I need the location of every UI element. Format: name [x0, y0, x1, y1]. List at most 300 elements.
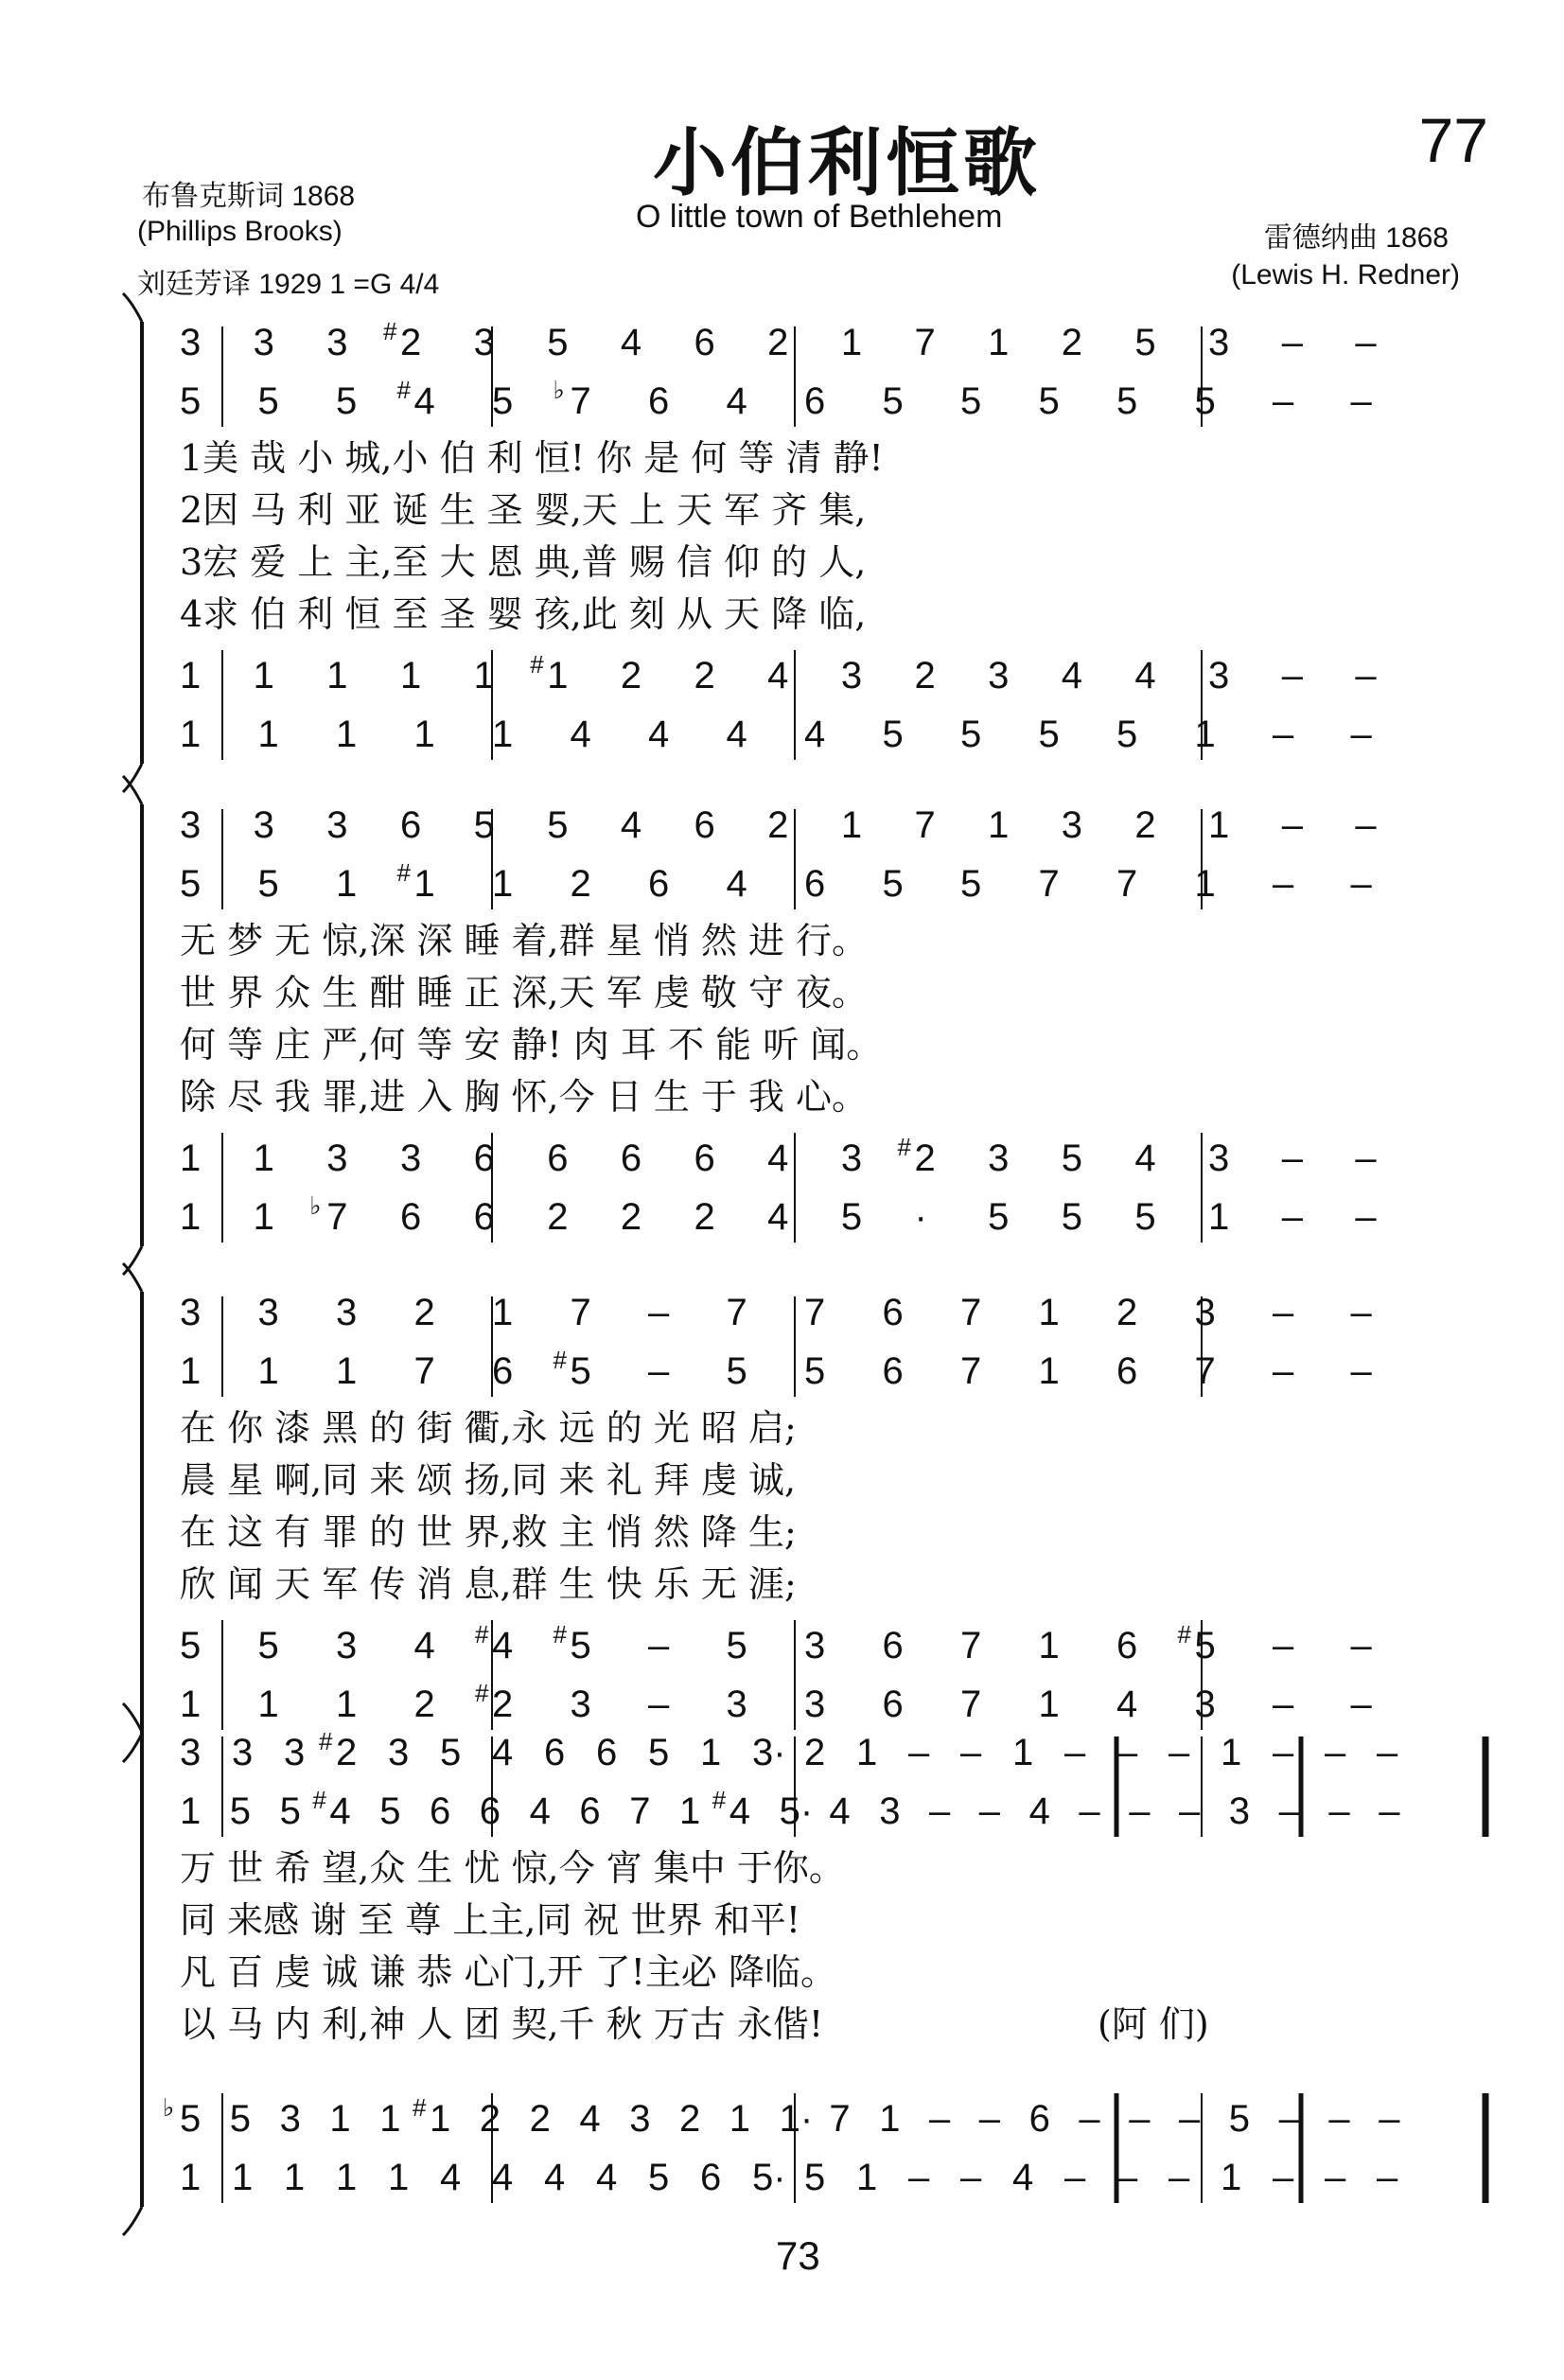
- note-1-bass-13: 5: [1134, 1196, 1156, 1238]
- note-3-alto-0: 1: [180, 1790, 202, 1832]
- verse-1-1: 无 梦 无 惊,深 深 睡 着,群 星 悄 然 进 行。: [180, 920, 869, 961]
- note-3-soprano-22: –: [1325, 1732, 1346, 1773]
- note-1-soprano-7: 6: [694, 804, 715, 846]
- note-3-soprano-3: 2: [336, 1732, 358, 1773]
- note-3-alto-12: 5·: [779, 1790, 814, 1832]
- note-2-bass-14: –: [1273, 1684, 1294, 1725]
- note-0-bass-5: 4: [570, 714, 591, 755]
- note-3-bass-18: –: [1116, 2157, 1138, 2198]
- note-3-alto-10: 1: [679, 1790, 701, 1832]
- verse-1-3: 何 等 庄 严,何 等 安 静! 肉 耳 不 能 听 闻。: [180, 1024, 883, 1066]
- note-3-bass-20: 1: [1221, 2157, 1242, 2198]
- note-0-soprano-10: 7: [914, 322, 936, 363]
- note-3-alto-2: 5: [279, 1790, 301, 1832]
- note-0-bass-7: 4: [726, 714, 747, 755]
- note-0-bass-1: 1: [257, 714, 279, 755]
- note-3-alto-1: 5: [229, 1790, 252, 1832]
- note-3-soprano-17: –: [1064, 1732, 1086, 1773]
- note-3-soprano-2: 3: [284, 1732, 306, 1773]
- verse-1-2: 世 界 众 生 酣 睡 正 深,天 军 虔 敬 守 夜。: [180, 972, 869, 1014]
- note-3-alto-19: –: [1129, 1790, 1151, 1832]
- note-1-soprano-4: 5: [473, 804, 495, 846]
- note-2-soprano-0: 3: [180, 1292, 202, 1333]
- note-3-bass-14: –: [908, 2157, 930, 2198]
- note-0-bass-11: 5: [1038, 714, 1060, 755]
- note-3-soprano-5: 5: [440, 1732, 462, 1773]
- note-2-soprano-1: 3: [257, 1292, 279, 1333]
- note-3-tenor-8: 4: [579, 2098, 601, 2140]
- note-3-soprano-12: 2: [804, 1732, 826, 1773]
- note-3-alto-14: 3: [879, 1790, 901, 1832]
- note-2-tenor-12: 6: [1116, 1625, 1138, 1666]
- note-3-alto-23: –: [1328, 1790, 1350, 1832]
- note-3-soprano-1: 3: [232, 1732, 254, 1773]
- note-1-tenor-11: 3: [988, 1137, 1010, 1179]
- note-3-bass-22: –: [1325, 2157, 1346, 2198]
- note-1-soprano-13: 2: [1134, 804, 1156, 846]
- note-2-soprano-6: –: [648, 1292, 670, 1333]
- bracket-hook-top-2: [123, 1263, 142, 1292]
- note-3-tenor-12: 1·: [779, 2098, 814, 2140]
- note-2-alto-7: 5: [726, 1350, 747, 1392]
- note-0-soprano-14: 3: [1208, 322, 1230, 363]
- note-3-alto-3: 4: [329, 1790, 351, 1832]
- note-1-alto-5: 2: [570, 863, 591, 905]
- note-1-bass-4: 6: [473, 1196, 495, 1238]
- note-0-tenor-6: 2: [620, 655, 642, 696]
- note-2-alto-4: 6: [492, 1350, 514, 1392]
- translator-key-meter: 刘廷芳译 1929 1 =G 4/4: [137, 269, 440, 300]
- note-3-tenor-14: 1: [879, 2098, 901, 2140]
- note-3-bass-10: 6: [700, 2157, 722, 2198]
- note-0-tenor-1: 1: [253, 655, 274, 696]
- note-1-tenor-0: 1: [180, 1137, 202, 1179]
- note-3-alto-7: 4: [529, 1790, 551, 1832]
- note-2-soprano-3: 2: [413, 1292, 435, 1333]
- note-2-tenor-8: 3: [804, 1625, 826, 1666]
- note-0-tenor-12: 4: [1061, 655, 1083, 696]
- note-1-tenor-7: 6: [694, 1137, 715, 1179]
- note-3-soprano-11: 3·: [752, 1732, 786, 1773]
- note-1-bass-7: 2: [694, 1196, 715, 1238]
- note-0-tenor-7: 2: [694, 655, 715, 696]
- accidental-2-tenor-5: #: [553, 1620, 567, 1648]
- note-3-bass-21: –: [1273, 2157, 1294, 2198]
- note-3-soprano-16: 1: [1012, 1732, 1034, 1773]
- verse-3-4: 以 马 内 利,神 人 团 契,千 秋 万古 永偕!: [180, 2003, 824, 2045]
- note-0-alto-10: 5: [960, 380, 982, 422]
- note-0-alto-9: 5: [882, 380, 904, 422]
- note-2-alto-8: 5: [804, 1350, 826, 1392]
- note-1-tenor-14: 3: [1208, 1137, 1230, 1179]
- note-2-soprano-12: 2: [1116, 1292, 1138, 1333]
- note-0-tenor-11: 3: [988, 655, 1010, 696]
- note-0-tenor-9: 3: [840, 655, 863, 696]
- note-3-soprano-21: –: [1273, 1732, 1294, 1773]
- note-3-tenor-13: 7: [829, 2098, 851, 2140]
- note-3-alto-20: –: [1179, 1790, 1201, 1832]
- note-2-alto-14: –: [1273, 1350, 1294, 1392]
- note-0-tenor-14: 3: [1208, 655, 1230, 696]
- hymn-title: 小伯利恒歌: [653, 120, 1042, 206]
- note-0-tenor-4: 1: [473, 655, 495, 696]
- verse-0-2: 2因 马 利 亚 诞 生 圣 婴,天 上 天 军 齐 集,: [180, 489, 867, 531]
- note-3-tenor-17: 6: [1028, 2098, 1050, 2140]
- note-0-tenor-3: 1: [399, 655, 422, 696]
- note-2-alto-11: 1: [1038, 1350, 1060, 1392]
- accidental-2-bass-4: #: [475, 1679, 489, 1707]
- note-2-soprano-14: –: [1273, 1292, 1294, 1333]
- verse-2-1: 在 你 漆 黑 的 街 衢,永 远 的 光 昭 启;: [180, 1407, 797, 1449]
- hymn-number: 77: [1418, 105, 1488, 175]
- note-1-soprano-8: 2: [767, 804, 789, 846]
- note-2-alto-6: –: [648, 1350, 670, 1392]
- note-2-alto-10: 7: [960, 1350, 982, 1392]
- note-0-tenor-8: 4: [767, 655, 789, 696]
- note-1-tenor-16: –: [1355, 1137, 1377, 1179]
- bracket-hook-bottom-1: [123, 1246, 142, 1275]
- note-1-alto-4: 1: [492, 863, 514, 905]
- note-0-soprano-4: 3: [473, 322, 495, 363]
- note-3-bass-4: 1: [388, 2157, 410, 2198]
- accidental-2-alto-5: #: [553, 1346, 567, 1374]
- note-3-bass-1: 1: [232, 2157, 254, 2198]
- note-2-bass-4: 2: [492, 1684, 514, 1725]
- note-3-tenor-9: 3: [629, 2098, 651, 2140]
- accidental-3-soprano-3: #: [319, 1727, 333, 1755]
- note-1-alto-13: 1: [1194, 863, 1216, 905]
- note-3-bass-13: 1: [856, 2157, 878, 2198]
- note-1-alto-8: 6: [804, 863, 826, 905]
- bracket-hook-bottom-2: [123, 1734, 142, 1762]
- note-3-tenor-0: 5: [180, 2098, 202, 2140]
- note-0-soprano-16: –: [1355, 322, 1377, 363]
- note-2-bass-2: 1: [336, 1684, 358, 1725]
- accidental-1-alto-3: #: [396, 858, 411, 887]
- note-2-bass-9: 6: [882, 1684, 904, 1725]
- note-1-soprano-6: 4: [620, 804, 642, 846]
- note-1-bass-9: 5: [840, 1196, 863, 1238]
- note-3-soprano-14: –: [908, 1732, 930, 1773]
- note-1-bass-10: ·: [914, 1196, 927, 1238]
- note-0-bass-15: –: [1350, 714, 1372, 755]
- note-1-tenor-6: 6: [620, 1137, 642, 1179]
- note-3-soprano-0: 3: [180, 1732, 202, 1773]
- note-2-bass-5: 3: [570, 1684, 591, 1725]
- note-3-alto-13: 4: [829, 1790, 851, 1832]
- note-0-soprano-9: 1: [840, 322, 863, 363]
- note-3-tenor-18: –: [1079, 2098, 1100, 2140]
- note-1-soprano-1: 3: [253, 804, 274, 846]
- note-3-alto-5: 6: [430, 1790, 451, 1832]
- note-3-tenor-16: –: [978, 2098, 1001, 2140]
- verse-0-4: 4求 伯 利 恒 至 圣 婴 孩,此 刻 从 天 降 临,: [180, 593, 867, 635]
- note-2-tenor-1: 5: [257, 1625, 279, 1666]
- note-1-bass-1: 1: [253, 1196, 274, 1238]
- note-3-alto-15: –: [929, 1790, 951, 1832]
- note-2-alto-1: 1: [257, 1350, 279, 1392]
- note-1-soprano-16: –: [1355, 804, 1377, 846]
- note-2-soprano-9: 6: [882, 1292, 904, 1333]
- accidental-0-soprano-3: #: [382, 317, 397, 345]
- accidental-3-tenor-0: ♭: [163, 2093, 175, 2122]
- note-2-bass-0: 1: [180, 1684, 202, 1725]
- composer-credit-en: (Lewis H. Redner): [1231, 259, 1460, 291]
- note-1-tenor-1: 1: [253, 1137, 274, 1179]
- note-1-soprano-11: 1: [988, 804, 1010, 846]
- lyricist-credit-en: (Phillips Brooks): [137, 216, 343, 247]
- note-2-tenor-0: 5: [180, 1625, 202, 1666]
- note-0-alto-0: 5: [180, 380, 202, 422]
- note-0-bass-9: 5: [882, 714, 904, 755]
- note-2-alto-15: –: [1350, 1350, 1372, 1392]
- note-3-alto-24: –: [1379, 1790, 1400, 1832]
- note-3-tenor-1: 5: [229, 2098, 252, 2140]
- note-3-tenor-22: –: [1278, 2098, 1300, 2140]
- note-2-tenor-6: –: [648, 1625, 670, 1666]
- note-0-tenor-13: 4: [1134, 655, 1156, 696]
- note-1-bass-8: 4: [767, 1196, 789, 1238]
- note-3-soprano-9: 5: [648, 1732, 670, 1773]
- note-3-soprano-18: –: [1116, 1732, 1138, 1773]
- accidental-0-alto-3: #: [396, 376, 411, 404]
- verse-2-2: 晨 星 啊,同 来 颂 扬,同 来 礼 拜 虔 诚,: [180, 1459, 797, 1501]
- note-3-bass-12: 5: [804, 2157, 826, 2198]
- note-0-bass-10: 5: [960, 714, 982, 755]
- note-3-tenor-21: 5: [1228, 2098, 1251, 2140]
- note-0-alto-1: 5: [257, 380, 279, 422]
- note-1-soprano-14: 1: [1208, 804, 1230, 846]
- note-1-alto-0: 5: [180, 863, 202, 905]
- note-0-soprano-8: 2: [767, 322, 789, 363]
- hymn-subtitle: O little town of Bethlehem: [636, 199, 1003, 235]
- note-1-bass-15: –: [1281, 1196, 1303, 1238]
- note-2-alto-5: 5: [570, 1350, 591, 1392]
- note-3-tenor-5: 1: [430, 2098, 451, 2140]
- note-0-soprano-3: 2: [399, 322, 422, 363]
- page-number: 73: [776, 2233, 820, 2278]
- note-3-tenor-24: –: [1379, 2098, 1400, 2140]
- note-2-soprano-15: –: [1350, 1292, 1372, 1333]
- note-3-bass-7: 4: [544, 2157, 566, 2198]
- note-0-tenor-5: 1: [547, 655, 569, 696]
- note-1-tenor-5: 6: [547, 1137, 569, 1179]
- note-0-tenor-10: 2: [914, 655, 936, 696]
- note-2-bass-6: –: [648, 1684, 670, 1725]
- note-0-soprano-1: 3: [253, 322, 274, 363]
- accidental-2-tenor-13: #: [1177, 1620, 1191, 1648]
- note-2-soprano-11: 1: [1038, 1292, 1060, 1333]
- note-1-tenor-3: 3: [399, 1137, 422, 1179]
- note-0-soprano-13: 5: [1134, 322, 1156, 363]
- note-1-bass-0: 1: [180, 1196, 202, 1238]
- note-3-bass-9: 5: [648, 2157, 670, 2198]
- note-2-alto-3: 7: [413, 1350, 435, 1392]
- note-0-tenor-16: –: [1355, 655, 1377, 696]
- verse-2-3: 在 这 有 罪 的 世 界,救 主 悄 然 降 生;: [180, 1511, 797, 1553]
- note-0-soprano-12: 2: [1061, 322, 1083, 363]
- note-3-bass-0: 1: [180, 2157, 202, 2198]
- note-2-tenor-2: 3: [336, 1625, 358, 1666]
- verse-3-3: 凡 百 虔 诚 谦 恭 心门,开 了!主必 降临。: [180, 1951, 836, 1993]
- note-1-soprano-2: 3: [326, 804, 348, 846]
- note-2-bass-3: 2: [413, 1684, 435, 1725]
- note-1-bass-16: –: [1355, 1196, 1377, 1238]
- note-1-alto-1: 5: [257, 863, 279, 905]
- note-1-tenor-8: 4: [767, 1137, 789, 1179]
- note-1-soprano-10: 7: [914, 804, 936, 846]
- note-0-bass-14: –: [1273, 714, 1294, 755]
- note-0-alto-2: 5: [336, 380, 358, 422]
- note-3-bass-6: 4: [492, 2157, 514, 2198]
- note-0-tenor-15: –: [1281, 655, 1303, 696]
- accidental-3-alto-3: #: [312, 1786, 326, 1814]
- note-3-bass-3: 1: [336, 2157, 358, 2198]
- note-0-soprano-0: 3: [180, 322, 202, 363]
- accidental-0-tenor-5: #: [530, 650, 544, 679]
- lyricist-credit: 布鲁克斯词 1868: [142, 181, 356, 212]
- note-1-bass-11: 5: [988, 1196, 1010, 1238]
- note-2-bass-15: –: [1350, 1684, 1372, 1725]
- note-3-tenor-10: 2: [679, 2098, 701, 2140]
- note-2-bass-7: 3: [726, 1684, 747, 1725]
- note-0-alto-14: –: [1273, 380, 1294, 422]
- note-3-bass-17: –: [1064, 2157, 1086, 2198]
- accidental-1-tenor-10: #: [897, 1133, 911, 1161]
- note-0-soprano-5: 5: [547, 322, 569, 363]
- bracket-hook-top-3: [123, 1703, 142, 1732]
- note-2-tenor-4: 4: [492, 1625, 514, 1666]
- note-3-soprano-10: 1: [700, 1732, 722, 1773]
- note-3-soprano-6: 4: [492, 1732, 514, 1773]
- note-2-bass-11: 1: [1038, 1684, 1060, 1725]
- note-0-alto-8: 6: [804, 380, 826, 422]
- note-0-bass-6: 4: [648, 714, 670, 755]
- note-0-soprano-2: 3: [326, 322, 348, 363]
- note-0-alto-3: 4: [413, 380, 435, 422]
- note-0-alto-6: 6: [648, 380, 670, 422]
- note-2-soprano-10: 7: [960, 1292, 982, 1333]
- note-2-bass-8: 3: [804, 1684, 826, 1725]
- note-3-alto-4: 5: [379, 1790, 401, 1832]
- note-3-soprano-19: –: [1169, 1732, 1190, 1773]
- note-0-soprano-7: 6: [694, 322, 715, 363]
- note-2-bass-13: 3: [1194, 1684, 1216, 1725]
- note-0-bass-2: 1: [336, 714, 358, 755]
- note-0-alto-11: 5: [1038, 380, 1060, 422]
- note-0-alto-13: 5: [1194, 380, 1216, 422]
- note-3-soprano-20: 1: [1221, 1732, 1242, 1773]
- note-3-tenor-6: 2: [479, 2098, 501, 2140]
- note-2-alto-0: 1: [180, 1350, 202, 1392]
- note-3-bass-15: –: [960, 2157, 982, 2198]
- verse-0-1: 1美 哉 小 城,小 伯 利 恒! 你 是 何 等 清 静!: [180, 437, 884, 479]
- note-3-soprano-15: –: [960, 1732, 982, 1773]
- note-0-bass-13: 1: [1194, 714, 1216, 755]
- note-2-alto-9: 6: [882, 1350, 904, 1392]
- note-3-tenor-3: 1: [329, 2098, 351, 2140]
- bracket-hook-top-0: [123, 293, 142, 322]
- note-3-alto-21: 3: [1228, 1790, 1251, 1832]
- note-2-soprano-5: 7: [570, 1292, 591, 1333]
- note-1-alto-2: 1: [336, 863, 358, 905]
- note-0-bass-3: 1: [413, 714, 435, 755]
- note-2-tenor-11: 1: [1038, 1625, 1060, 1666]
- note-2-tenor-10: 7: [960, 1625, 982, 1666]
- note-0-alto-12: 5: [1116, 380, 1138, 422]
- note-1-soprano-0: 3: [180, 804, 202, 846]
- note-1-bass-2: 7: [326, 1196, 348, 1238]
- note-1-alto-3: 1: [413, 863, 435, 905]
- verse-3-2: 同 来感 谢 至 尊 上主,同 祝 世界 和平!: [180, 1899, 800, 1941]
- note-2-soprano-4: 1: [492, 1292, 514, 1333]
- note-1-soprano-3: 6: [399, 804, 422, 846]
- accidental-2-tenor-4: #: [475, 1620, 489, 1648]
- note-1-soprano-15: –: [1281, 804, 1303, 846]
- note-0-soprano-11: 1: [988, 322, 1010, 363]
- accidental-0-alto-5: ♭: [553, 376, 565, 404]
- note-0-alto-7: 4: [726, 380, 747, 422]
- composer-credit: 雷德纳曲 1868: [1263, 222, 1449, 254]
- note-3-alto-6: 6: [479, 1790, 501, 1832]
- note-1-alto-6: 6: [648, 863, 670, 905]
- note-2-alto-13: 7: [1194, 1350, 1216, 1392]
- note-1-soprano-12: 3: [1061, 804, 1083, 846]
- note-3-alto-16: –: [978, 1790, 1001, 1832]
- note-1-bass-12: 5: [1061, 1196, 1083, 1238]
- note-3-bass-11: 5·: [752, 2157, 786, 2198]
- note-3-bass-2: 1: [284, 2157, 306, 2198]
- note-3-bass-8: 4: [596, 2157, 618, 2198]
- note-3-alto-18: –: [1079, 1790, 1100, 1832]
- note-3-alto-11: 4: [729, 1790, 751, 1832]
- note-3-tenor-23: –: [1328, 2098, 1350, 2140]
- note-3-tenor-7: 2: [529, 2098, 551, 2140]
- note-1-alto-12: 7: [1116, 863, 1138, 905]
- note-3-alto-8: 6: [579, 1790, 601, 1832]
- note-3-tenor-11: 1: [729, 2098, 751, 2140]
- note-0-bass-8: 4: [804, 714, 826, 755]
- note-3-bass-5: 4: [440, 2157, 462, 2198]
- note-1-tenor-9: 3: [840, 1137, 863, 1179]
- note-1-tenor-13: 4: [1134, 1137, 1156, 1179]
- verse-3-1: 万 世 希 望,众 生 忧 惊,今 宵 集中 于你。: [180, 1847, 845, 1889]
- note-2-tenor-3: 4: [413, 1625, 435, 1666]
- note-1-bass-6: 2: [620, 1196, 642, 1238]
- note-1-alto-10: 5: [960, 863, 982, 905]
- note-0-tenor-2: 1: [326, 655, 348, 696]
- note-3-alto-17: 4: [1028, 1790, 1050, 1832]
- note-0-tenor-0: 1: [180, 655, 202, 696]
- note-3-tenor-20: –: [1179, 2098, 1201, 2140]
- note-1-bass-3: 6: [399, 1196, 422, 1238]
- note-3-bass-16: 4: [1012, 2157, 1034, 2198]
- note-0-bass-4: 1: [492, 714, 514, 755]
- note-3-bass-23: –: [1377, 2157, 1398, 2198]
- accidental-3-tenor-5: #: [413, 2093, 427, 2122]
- note-0-bass-0: 1: [180, 714, 202, 755]
- note-0-alto-5: 7: [570, 380, 591, 422]
- note-1-soprano-9: 1: [840, 804, 863, 846]
- note-2-bass-12: 4: [1116, 1684, 1138, 1725]
- note-1-alto-9: 5: [882, 863, 904, 905]
- note-0-bass-12: 5: [1116, 714, 1138, 755]
- note-3-soprano-13: 1: [856, 1732, 878, 1773]
- note-1-tenor-15: –: [1281, 1137, 1303, 1179]
- note-2-tenor-9: 6: [882, 1625, 904, 1666]
- note-3-soprano-4: 3: [388, 1732, 410, 1773]
- note-3-alto-22: –: [1278, 1790, 1300, 1832]
